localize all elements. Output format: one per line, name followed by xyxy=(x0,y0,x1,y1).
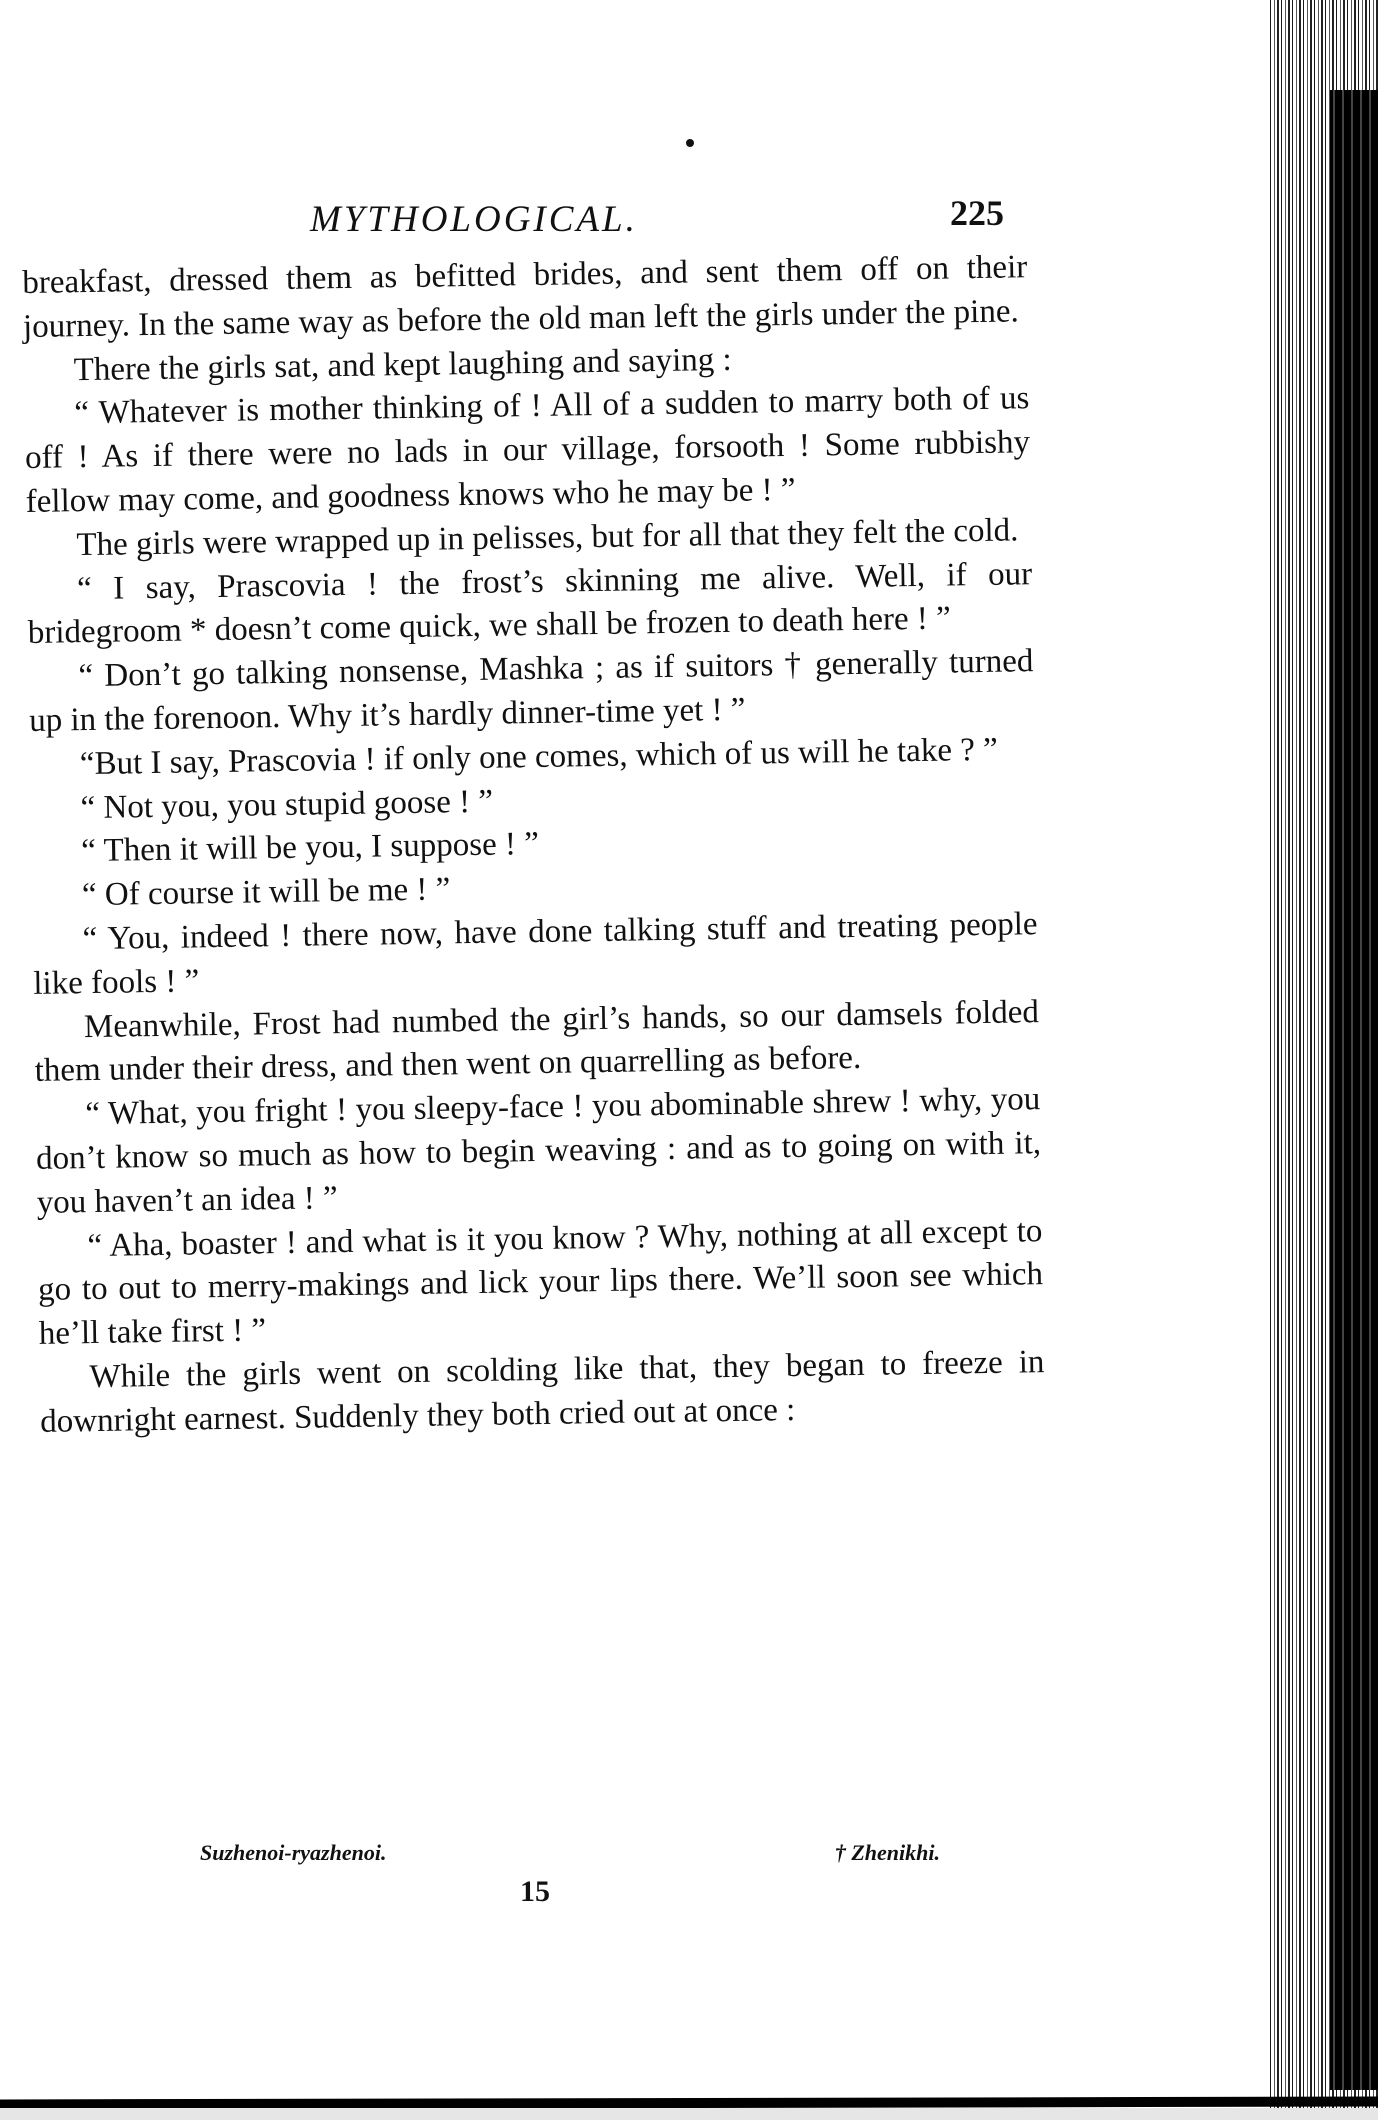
paragraph: Meanwhile, Frost had numbed the girl’s hands, so our damsels folded them under their dress, and then went on quarrelling as before. xyxy=(34,993,1040,1090)
paragraph: While the girls went on scolding like that, they began to freeze in downright earnest. Suddenly they both cried out at once : xyxy=(39,1344,1045,1440)
paragraph: “But I say, Prascovia ! if only one comes, which of us will he take ? ” xyxy=(79,731,999,782)
paragraph: “ Don’t go talking nonsense, Mashka ; as if suitors † generally turned up in the forenoon. Why it’s hardly dinner-time yet ! ” xyxy=(28,643,1034,739)
ink-speck xyxy=(686,139,694,147)
body-text xyxy=(22,246,1045,1444)
paragraph: “ What, you fright ! you sleepy-face ! you abominable shrew ! why, you don’t know so much as how to begin weaving : and as to going on with it, you haven’t an idea ! ” xyxy=(35,1081,1042,1221)
paragraph: breakfast, dressed them as befitted brides, and sent them off on their journey. In the same way as before the old man left the girls under the pine. xyxy=(22,249,1028,345)
footnote-bridegroom: Suzhenoi-ryazhenoi. xyxy=(200,1840,387,1865)
paragraph: “ Of course it will be me ! ” xyxy=(81,871,451,914)
paragraph: “ You, indeed ! there now, have done talking stuff and treating people like fools ! ” xyxy=(33,906,1038,1002)
page-bottom-shadow xyxy=(0,2108,1378,2120)
paragraph: The girls were wrapped up in pelisses, but for all that they felt the cold. xyxy=(76,512,1019,563)
footnotes xyxy=(200,1840,940,1866)
paragraph: “ Whatever is mother thinking of ! All of a sudden to marry both of us off ! As if there were no lads in our village, forsooth ! Some rubbishy fellow may come, and goodness knows who he may be ! ” xyxy=(24,380,1031,520)
signature-mark: 15 xyxy=(520,1875,550,1908)
paragraph: “ Aha, boaster ! and what is it you know ? Why, nothing at all except to go to out to merry-makings and lick your lips there. We’ll soon see which he’ll take first ! ” xyxy=(37,1212,1044,1352)
paragraph: “ I say, Prascovia ! the frost’s skinning me alive. Well, if our bridegroom * doesn’t come quick, we shall be frozen to death here ! ” xyxy=(27,555,1033,652)
binding-shadow xyxy=(1330,90,1378,2090)
paragraph: “ Then it will be you, I suppose ! ” xyxy=(80,826,540,870)
footnote-suitors: † Zhenikhi. xyxy=(834,1840,940,1865)
running-head: MYTHOLOGICAL. xyxy=(310,199,638,240)
page-number: 225 xyxy=(950,193,1004,233)
paragraph: There the girls sat, and kept laughing and saying : xyxy=(73,341,732,388)
paragraph: “ Not you, you stupid goose ! ” xyxy=(80,783,494,826)
